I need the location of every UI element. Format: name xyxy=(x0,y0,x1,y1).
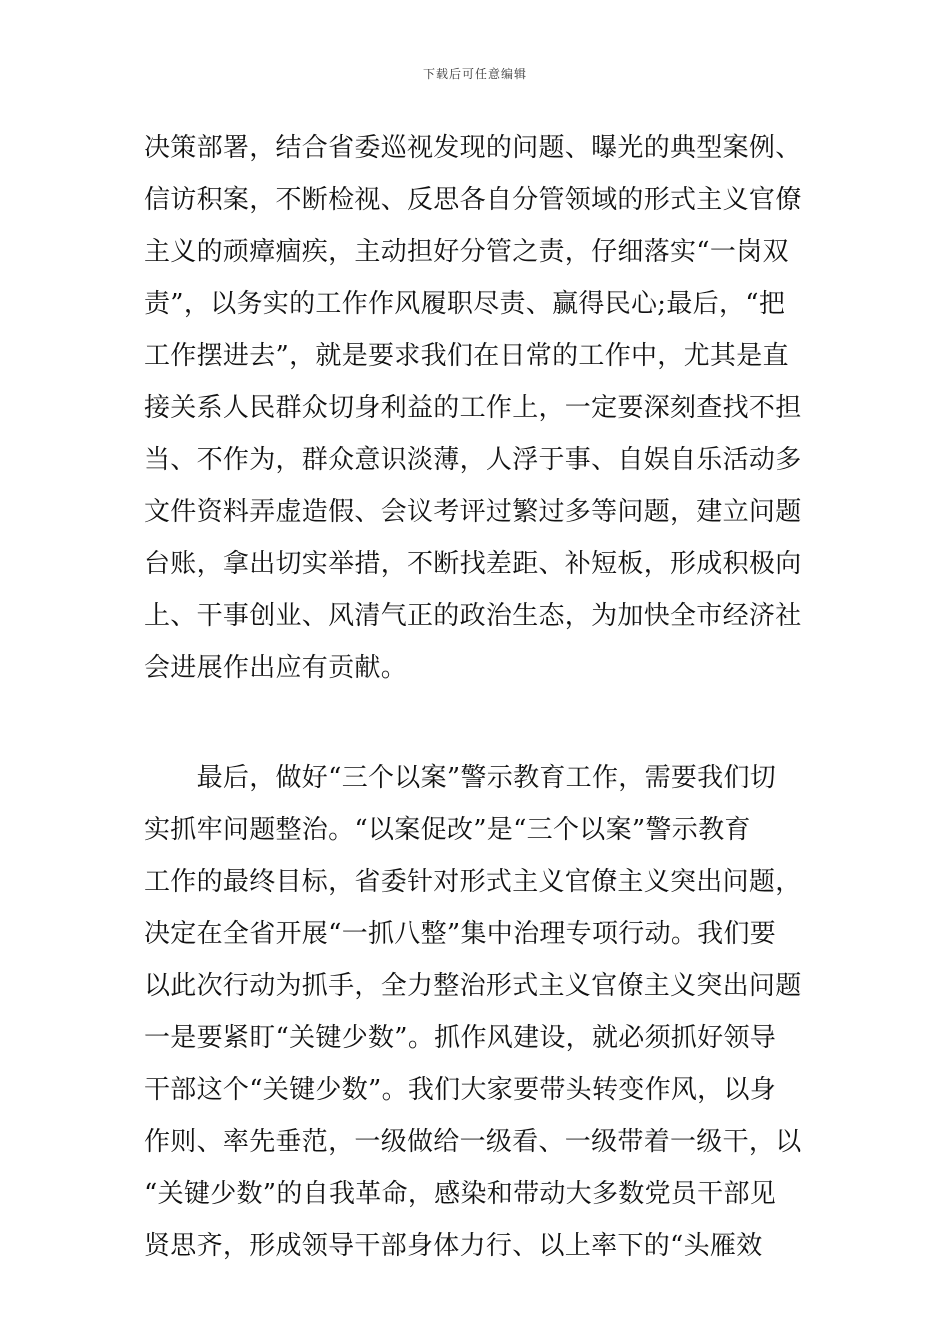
text-line: 工作的最终目标，省委针对形式主义官僚主义突出问题， xyxy=(144,867,802,897)
text-line: 信访积案，不断检视、反思各自分管领域的形式主义官僚 xyxy=(144,185,802,215)
paragraph-gap xyxy=(144,694,816,752)
document-body xyxy=(144,122,816,1272)
text-line: 干部这个“关键少数”。我们大家要带头转变作风，以身 xyxy=(144,1075,777,1105)
text-line: 接关系人民群众切身利益的工作上，一定要深刻查找不担 xyxy=(144,393,802,423)
text-line: 决定在全省开展“一抓八整”集中治理专项行动。我们要 xyxy=(144,919,777,949)
text-line: 文件资料弄虚造假、会议考评过繁过多等问题，建立问题 xyxy=(144,497,802,527)
text-line: “关键少数”的自我革命，感染和带动大多数党员干部见 xyxy=(144,1179,777,1209)
page-header: 下载后可任意编辑 xyxy=(422,67,527,81)
text-line: 会进展作出应有贡献。 xyxy=(144,653,408,683)
text-line: 主义的顽瘴痼疾，主动担好分管之责，仔细落实“一岗双 xyxy=(144,237,789,267)
text-line: 最后，做好“三个以案”警示教育工作，需要我们切 xyxy=(144,763,777,793)
text-line: 以此次行动为抓手，全力整治形式主义官僚主义突出问题 xyxy=(144,971,802,1001)
text-line: 贤思齐，形成领导干部身体力行、以上率下的“头雁效 xyxy=(144,1231,763,1261)
text-line: 上、干事创业、风清气正的政治生态，为加快全市经济社 xyxy=(144,601,802,631)
text-line: 一是要紧盯“关键少数”。抓作风建设，就必须抓好领导 xyxy=(144,1023,777,1053)
text-line: 作则、率先垂范，一级做给一级看、一级带着一级干，以 xyxy=(144,1127,802,1157)
text-line: 工作摆进去”，就是要求我们在日常的工作中，尤其是直 xyxy=(144,341,789,371)
paragraph-1 xyxy=(144,122,816,694)
paragraph-2 xyxy=(144,752,816,1272)
text-line: 实抓牢问题整治。“以案促改”是“三个以案”警示教育 xyxy=(144,815,751,845)
text-line: 决策部署，结合省委巡视发现的问题、曝光的典型案例、 xyxy=(144,133,802,163)
text-line: 当、不作为，群众意识淡薄，人浮于事、自娱自乐活动多 xyxy=(144,445,802,475)
text-line: 台账，拿出切实举措，不断找差距、补短板，形成积极向 xyxy=(144,549,802,579)
text-line: 责”，以务实的工作作风履职尽责、赢得民心;最后，“把 xyxy=(144,289,786,319)
